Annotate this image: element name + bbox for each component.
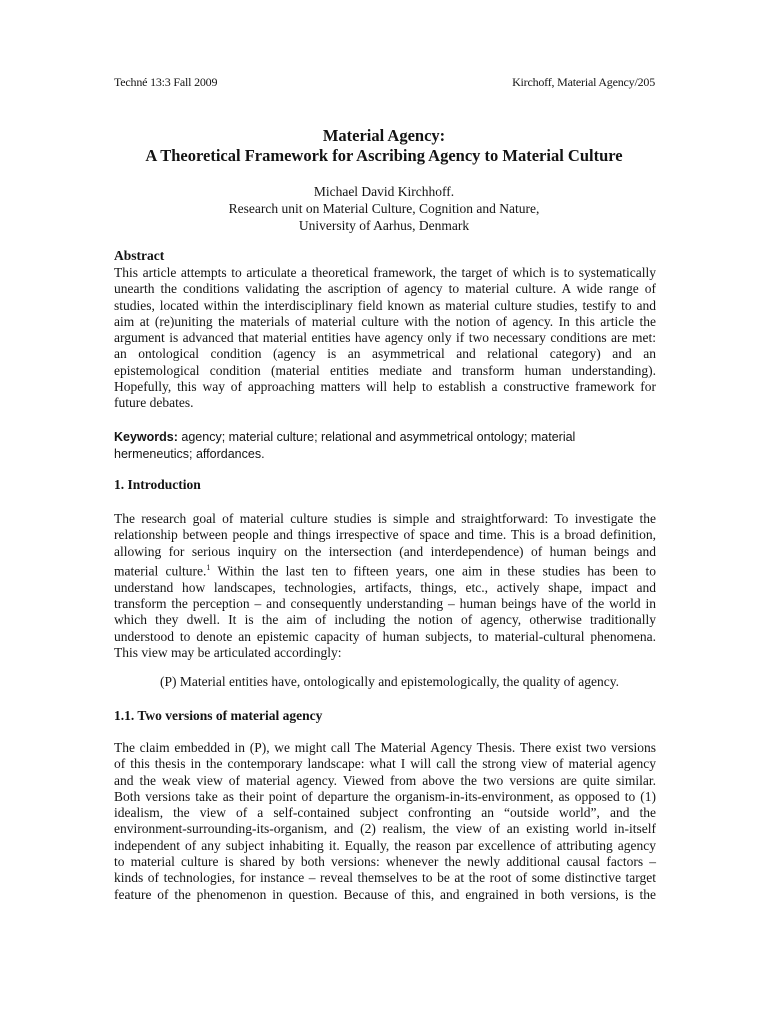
two-versions-paragraph [114,740,656,903]
abstract-line: future debates. [114,395,194,411]
abstract-line: argument is advanced that material entities have agency only if two necessary conditions are met: [114,330,656,346]
abstract-line: unearth the conditions validating the ascription of agency to material culture. A wide range of [114,281,656,297]
body-line: which they dwell. It is the aim of including the notion of agency, otherwise traditionally [114,612,656,628]
title-line-2: A Theoretical Framework for Ascribing Agency to Material Culture [145,146,623,165]
page-citation: Kirchoff, Material Agency/205 [512,75,655,89]
abstract-line: an ontological condition (agency is an asymmetrical and relational category) and an [114,346,656,362]
body-line: feature of the phenomenon in question. Because of this, and engrained in both versions, is the [114,886,656,902]
body-line: Within the last ten to fifteen years, one aim in these studies has been to [217,563,656,579]
body-line: environment-surrounding-its-organism, and (2) realism, the view of an existing world in-itself [114,821,656,837]
running-header [114,75,655,90]
author-block [0,183,768,234]
journal-citation: Techné 13:3 Fall 2009 [114,75,218,89]
body-line: and the weak view of material agency. Viewed from above the two versions are quite similar. [114,772,656,788]
section-heading-introduction: 1. Introduction [114,477,201,492]
abstract-line: Hopefully, this way of approaching matters will help to establish a constructive framework for [114,379,656,395]
body-line: Both versions take as their point of departure the organism-in-its-environment, as opposed to (1) [114,788,656,804]
body-line: allowing for serious inquiry on the intersection (and interdependence) of human beings and [114,543,656,559]
keywords-label: Keywords: [114,430,178,444]
keywords-line-2: hermeneutics; affordances. [114,446,265,461]
body-line: idealism, the view of a self-contained subject confronting an “outside world”, and the [114,805,656,821]
footnote-marker[interactable]: 1 [206,562,211,572]
body-line: kinds of technologies, for instance – reveal themselves to be at the root of some distinctive target [114,870,656,886]
body-line: understand how landscapes, technologies, artifacts, things, etc., actively shape, impact and [114,579,656,595]
author-affiliation-2: University of Aarhus, Denmark [298,218,470,233]
body-line: material culture. [114,563,207,579]
keywords-line-1: agency; material culture; relational and asymmetrical ontology; material [181,430,576,444]
body-line: of this thesis in the contemporary landscape: what I will call the strong view of material agency [114,756,656,772]
abstract-line: This article attempts to articulate a theoretical framework, the target of which is to systematically [114,265,656,280]
body-line: transform the perception – and consequently understanding – human beings have of the world in [114,595,656,611]
author-affiliation-1: Research unit on Material Culture, Cognition and Nature, [228,201,540,216]
abstract-line: epistemological condition (material entities mediate and transform human understanding). [114,362,656,378]
abstract-heading: Abstract [114,248,165,263]
body-line: relationship between people and things irrespective of space and time. This is a broad definition, [114,527,656,543]
body-line: understood to denote an epistemic capacity of human subjects, to material-cultural phenomena. [114,628,656,644]
body-line: independent of any subject inhabiting it. Equally, the reason par excellence of attributing agency [114,837,656,853]
abstract-line: aim at (re)uniting the materials of material culture with the notion of agency. In this article the [114,313,656,329]
body-line: to material culture is shared by both versions: whenever the newly additional causal factors – [114,854,656,870]
article-title [0,126,768,166]
keywords [114,429,656,462]
title-line-1: Material Agency: [322,126,446,145]
body-line: The claim embedded in (P), we might call The Material Agency Thesis. There exist two versions [114,740,656,755]
proposition-p: (P) Material entities have, ontologically and epistemologically, the quality of agency. [160,674,619,689]
author-name: Michael David Kirchhoff. [313,184,455,199]
body-line: This view may be articulated accordingly: [114,644,342,660]
body-line: The research goal of material culture studies is simple and straightforward: To investigate the [114,511,656,526]
introduction-paragraph [114,511,656,661]
abstract-line: studies, located within the interdisciplinary field known as material culture studies, testify to and [114,297,656,313]
section-heading-two-versions: 1.1. Two versions of material agency [114,708,323,723]
abstract-text [114,265,656,412]
